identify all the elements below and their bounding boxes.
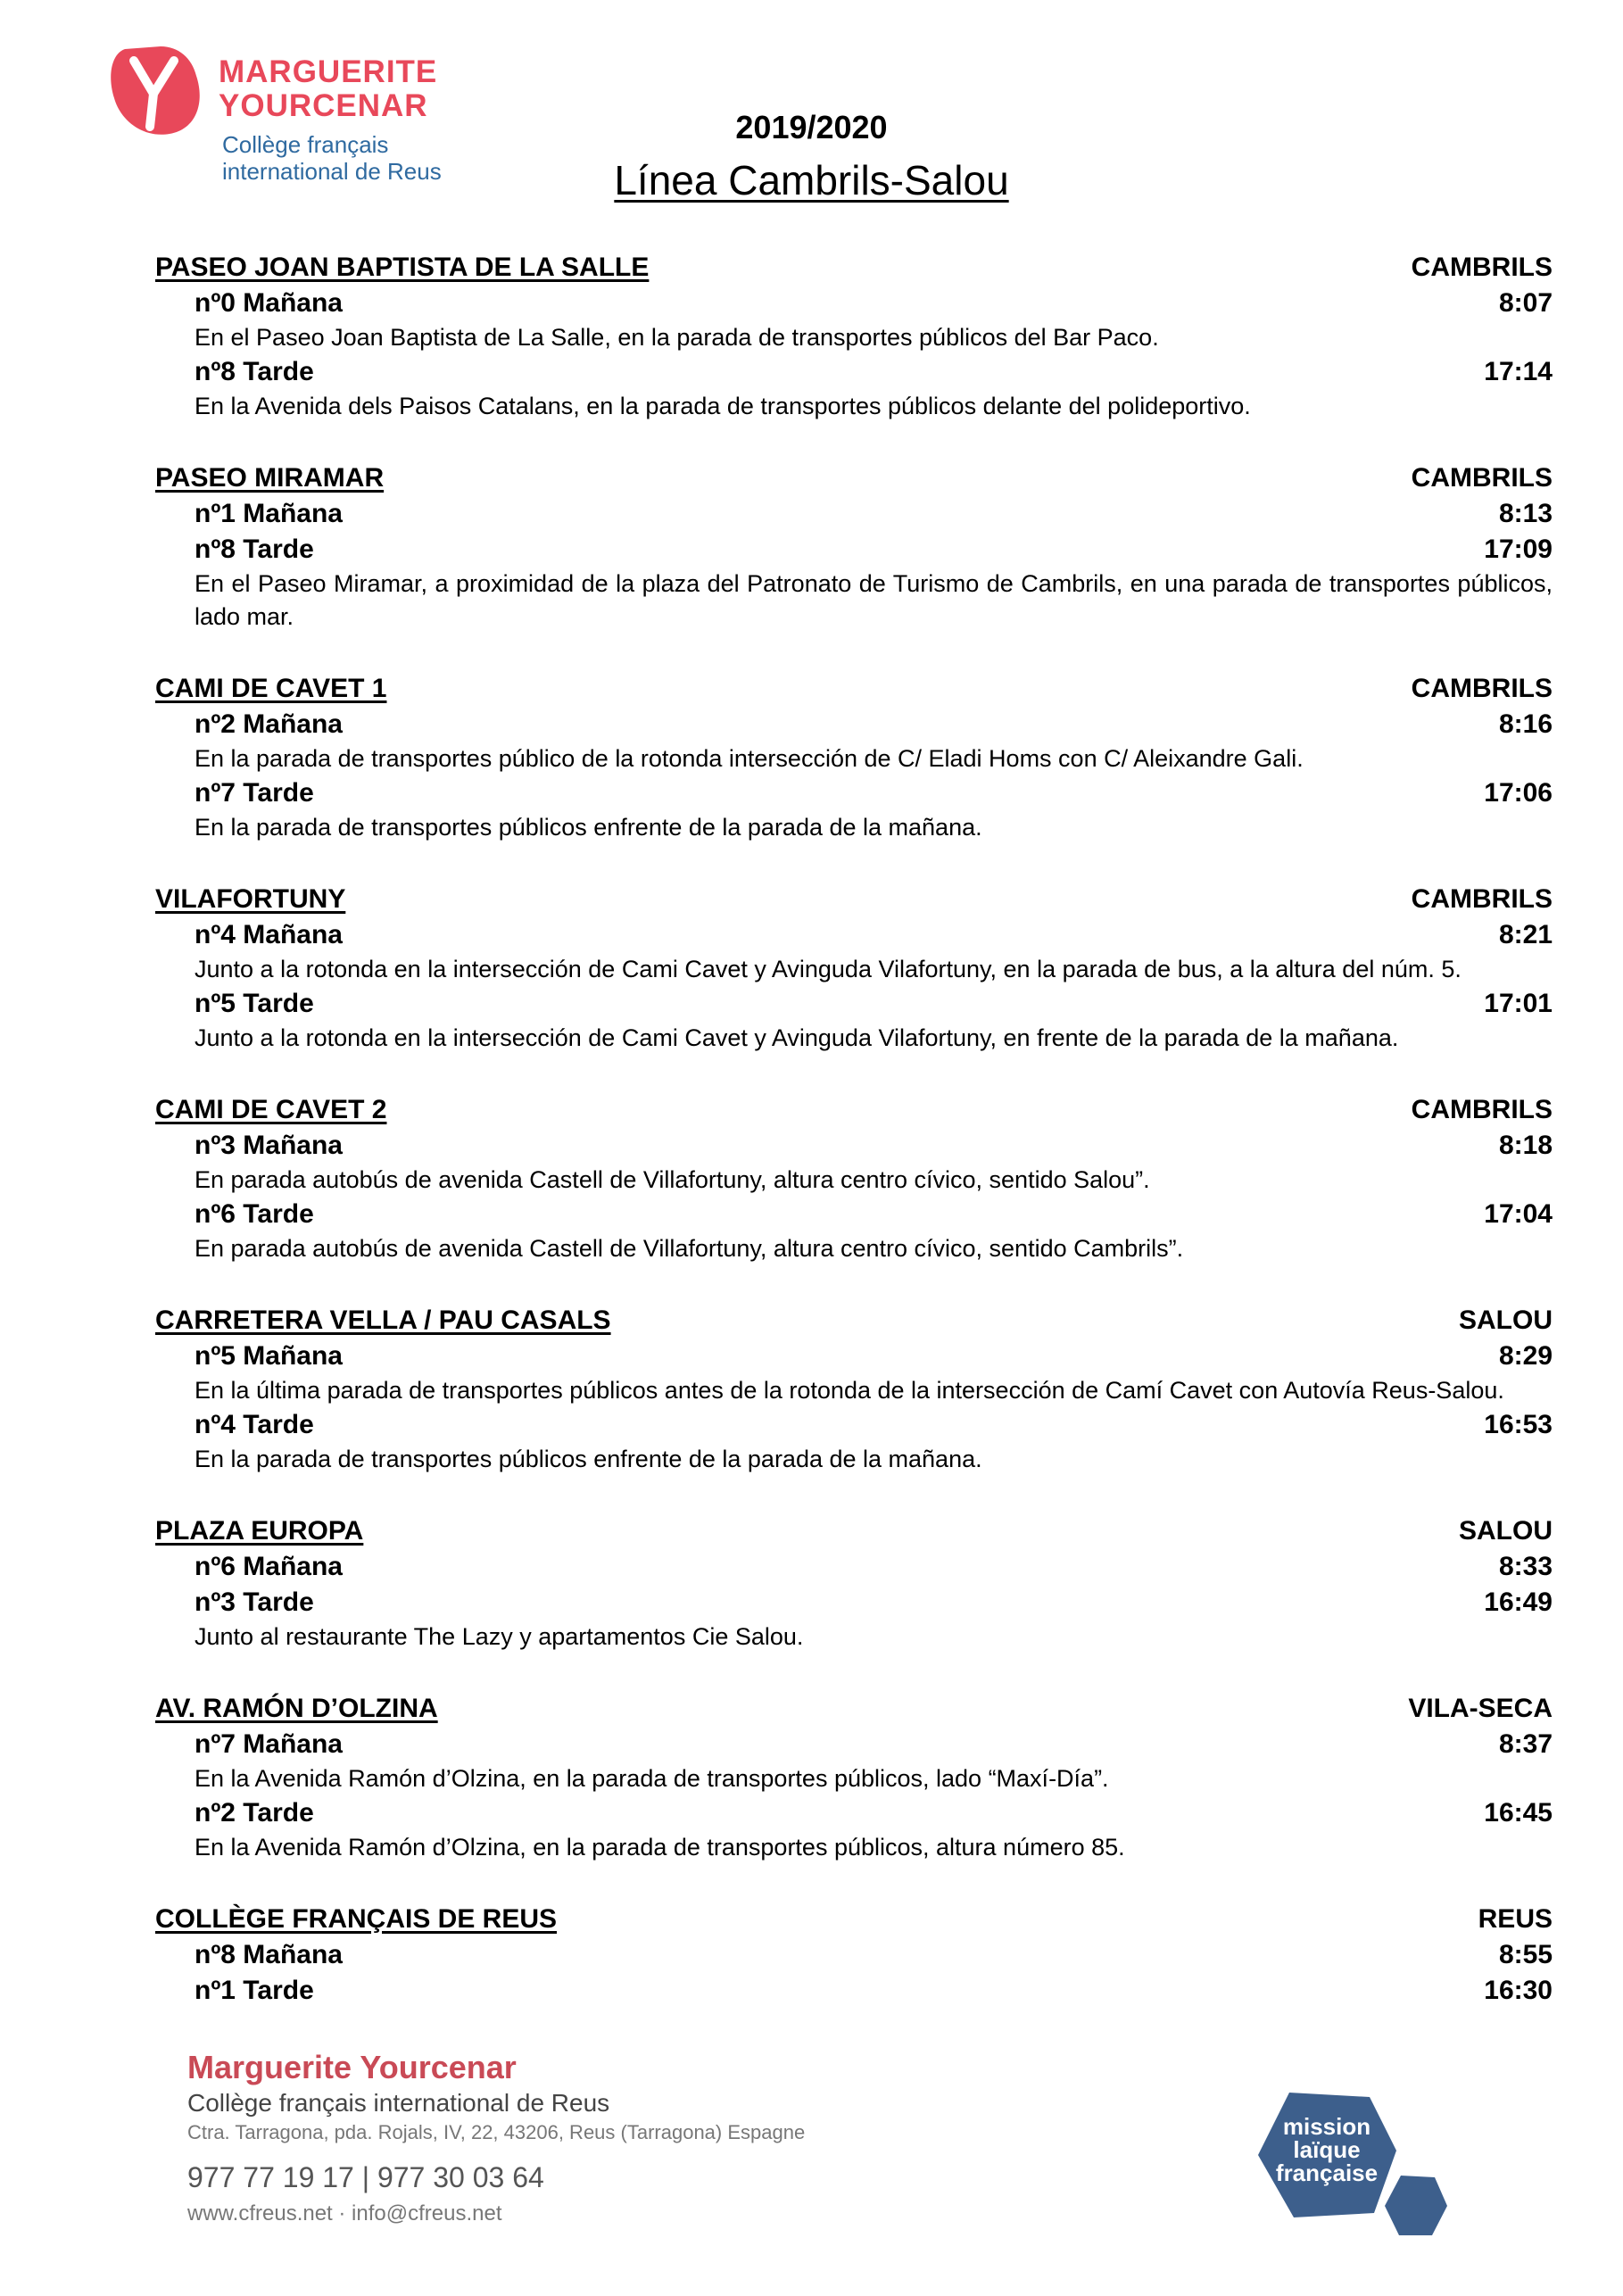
- footer-web: www.cfreus.net · info@cfreus.net: [187, 2201, 502, 2226]
- trip-label: nº6 Tarde: [195, 1199, 314, 1229]
- logo-name-line1: MARGUERITE: [219, 54, 438, 89]
- trip-time: 8:07: [1498, 288, 1553, 318]
- logo-name-line2: YOURCENAR: [219, 88, 428, 123]
- trip-label: nº2 Mañana: [195, 709, 343, 739]
- stop-section: [155, 1513, 1553, 1654]
- trip-row: [155, 707, 1553, 742]
- line-title-text: Línea Cambrils-Salou: [614, 157, 1009, 203]
- stop-name: CARRETERA VELLA / PAU CASALS: [155, 1305, 611, 1335]
- stop-city: SALOU: [1459, 1305, 1553, 1335]
- trip-description: En el Paseo Joan Baptista de La Salle, en la parada de transportes públicos del Bar Paco.: [195, 324, 1159, 351]
- trip-row: [155, 986, 1553, 1022]
- mlf-line1: mission: [1282, 2113, 1371, 2140]
- trip-time: 16:53: [1484, 1410, 1553, 1439]
- trip-description: En la parada de transportes público de la rotonda intersección de C/ Eladi Homs con C/ Aleixandre Gali.: [195, 745, 1304, 772]
- trip-label: nº7 Tarde: [195, 778, 314, 808]
- stop-header: [155, 1902, 1553, 1937]
- stop-name: CAMI DE CAVET 1: [155, 674, 387, 703]
- trip-description: Junto a la rotonda en la intersección de Cami Cavet y Avinguda Vilafortuny, en la parada de bus, a la altura del núm. 5.: [195, 956, 1462, 982]
- stop-section: [155, 1902, 1553, 2009]
- trip-row: [155, 1407, 1553, 1443]
- trip-time: 16:30: [1484, 1976, 1553, 2005]
- trip-description: En la parada de transportes públicos enfrente de la parada de la mañana.: [195, 1446, 982, 1472]
- stop-name: AV. RAMÓN D’OLZINA: [155, 1694, 438, 1723]
- trip-label: nº4 Tarde: [195, 1410, 314, 1439]
- trip-label: nº1 Tarde: [195, 1976, 314, 2005]
- stop-name: PASEO JOAN BAPTISTA DE LA SALLE: [155, 253, 650, 282]
- logo-sub-line1: Collège français: [222, 131, 389, 158]
- stop-city: CAMBRILS: [1411, 674, 1553, 703]
- stop-name: PASEO MIRAMAR: [155, 463, 385, 493]
- trip-time: 17:06: [1484, 778, 1553, 808]
- trip-time: 8:16: [1498, 709, 1553, 739]
- trip-label: nº8 Tarde: [195, 357, 314, 386]
- stop-city: SALOU: [1459, 1516, 1553, 1546]
- stop-header: [155, 250, 1553, 286]
- trip-description: Junto al restaurante The Lazy y apartamentos Cie Salou.: [195, 1623, 804, 1650]
- trip-row: [155, 1937, 1553, 1973]
- trip-row: [155, 1795, 1553, 1831]
- stop-section: [155, 460, 1553, 634]
- trip-description: En la parada de transportes públicos enfrente de la parada de la mañana.: [195, 814, 982, 841]
- trip-row: [155, 1727, 1553, 1762]
- stop-city: CAMBRILS: [1411, 253, 1553, 282]
- stop-section: [155, 882, 1553, 1055]
- trip-time: 8:13: [1498, 499, 1553, 528]
- trip-time: 17:04: [1484, 1199, 1553, 1229]
- trip-time: 16:49: [1484, 1587, 1553, 1617]
- trip-row: [155, 775, 1553, 811]
- mlf-line3: française: [1275, 2159, 1379, 2186]
- trip-time: 8:21: [1498, 920, 1553, 949]
- trip-label: nº6 Mañana: [195, 1552, 343, 1581]
- stop-name: CAMI DE CAVET 2: [155, 1095, 387, 1124]
- trip-row: [155, 532, 1553, 568]
- stop-section: [155, 1303, 1553, 1476]
- trip-time: 8:18: [1498, 1131, 1553, 1160]
- trip-row: [155, 1339, 1553, 1374]
- trip-label: nº8 Mañana: [195, 1940, 343, 1969]
- trip-description: En parada autobús de avenida Castell de Villafortuny, altura centro cívico, sentido Salou”.: [195, 1166, 1150, 1193]
- mlf-logo: [1240, 2088, 1472, 2267]
- stop-city: CAMBRILS: [1411, 884, 1553, 914]
- trip-description: En la última parada de transportes públicos antes de la rotonda de la intersección de Camí Cavet con Autovía Reus-Salou.: [195, 1377, 1504, 1404]
- trip-label: nº2 Tarde: [195, 1798, 314, 1828]
- trip-description: En parada autobús de avenida Castell de Villafortuny, altura centro cívico, sentido Cambrils”.: [195, 1235, 1184, 1262]
- trip-label: nº5 Mañana: [195, 1341, 343, 1371]
- trip-description: En la Avenida Ramón d’Olzina, en la parada de transportes públicos, altura número 85.: [195, 1834, 1125, 1861]
- trip-label: nº5 Tarde: [195, 989, 314, 1018]
- stop-name: COLLÈGE FRANÇAIS DE REUS: [155, 1904, 558, 1934]
- footer-address: Ctra. Tarragona, pda. Rojals, IV, 22, 43206, Reus (Tarragona) Espagne: [187, 2121, 806, 2143]
- stop-section: [155, 1691, 1553, 1864]
- stop-header: [155, 1691, 1553, 1727]
- stop-city: CAMBRILS: [1411, 1095, 1553, 1124]
- school-year: 2019/2020: [735, 109, 888, 145]
- mlf-text: [1260, 2115, 1394, 2184]
- stop-header: [155, 671, 1553, 707]
- stop-city: CAMBRILS: [1411, 463, 1553, 493]
- trip-label: nº8 Tarde: [195, 535, 314, 564]
- trip-row: [155, 496, 1553, 532]
- trip-row: [155, 286, 1553, 321]
- trip-row: [155, 917, 1553, 953]
- stop-section: [155, 671, 1553, 844]
- stop-header: [155, 1092, 1553, 1128]
- trip-time: 17:09: [1484, 535, 1553, 564]
- stop-header: [155, 882, 1553, 917]
- stop-header: [155, 1513, 1553, 1549]
- stop-section: [155, 250, 1553, 423]
- stop-section: [155, 1092, 1553, 1265]
- stops-list: [155, 250, 1553, 2046]
- logo-sub-line2: international de Reus: [222, 158, 442, 185]
- footer-school-sub: Collège français international de Reus: [187, 2089, 610, 2117]
- stop-header: [155, 1303, 1553, 1339]
- footer-phones: 977 77 19 17 | 977 30 03 64: [187, 2161, 544, 2193]
- trip-description: En la Avenida dels Paisos Catalans, en la parada de transportes públicos delante del polideportivo.: [195, 393, 1251, 419]
- trip-time: 16:45: [1484, 1798, 1553, 1828]
- trip-row: [155, 1549, 1553, 1585]
- trip-time: 8:33: [1498, 1552, 1553, 1581]
- footer-school-name: Marguerite Yourcenar: [187, 2049, 517, 2085]
- trip-time: 17:14: [1484, 357, 1553, 386]
- line-title: [0, 156, 1623, 204]
- mlf-line2: laïque: [1293, 2136, 1361, 2163]
- stop-name: PLAZA EUROPA: [155, 1516, 364, 1546]
- stop-name: VILAFORTUNY: [155, 884, 346, 914]
- trip-description: En el Paseo Miramar, a proximidad de la plaza del Patronato de Turismo de Cambrils, en una parada de transportes públicos, lado mar.: [195, 570, 1553, 630]
- trip-label: nº1 Mañana: [195, 499, 343, 528]
- trip-time: 17:01: [1484, 989, 1553, 1018]
- trip-description: En la Avenida Ramón d’Olzina, en la parada de transportes públicos, lado “Maxí-Día”.: [195, 1765, 1109, 1792]
- trip-label: nº3 Mañana: [195, 1131, 343, 1160]
- stop-city: REUS: [1478, 1904, 1553, 1934]
- trip-time: 8:37: [1498, 1729, 1553, 1759]
- trip-description: Junto a la rotonda en la intersección de Cami Cavet y Avinguda Vilafortuny, en frente de la parada de la mañana.: [195, 1024, 1399, 1051]
- trip-label: nº3 Tarde: [195, 1587, 314, 1617]
- stop-city: VILA-SECA: [1408, 1694, 1553, 1723]
- trip-label: nº7 Mañana: [195, 1729, 343, 1759]
- trip-label: nº4 Mañana: [195, 920, 343, 949]
- trip-label: nº0 Mañana: [195, 288, 343, 318]
- trip-row: [155, 354, 1553, 390]
- stop-header: [155, 460, 1553, 496]
- footer-contact: [187, 2048, 901, 2228]
- trip-time: 8:55: [1498, 1940, 1553, 1969]
- trip-row: [155, 1585, 1553, 1620]
- trip-row: [155, 1128, 1553, 1164]
- trip-row: [155, 1197, 1553, 1232]
- trip-row: [155, 1973, 1553, 2009]
- trip-time: 8:29: [1498, 1341, 1553, 1371]
